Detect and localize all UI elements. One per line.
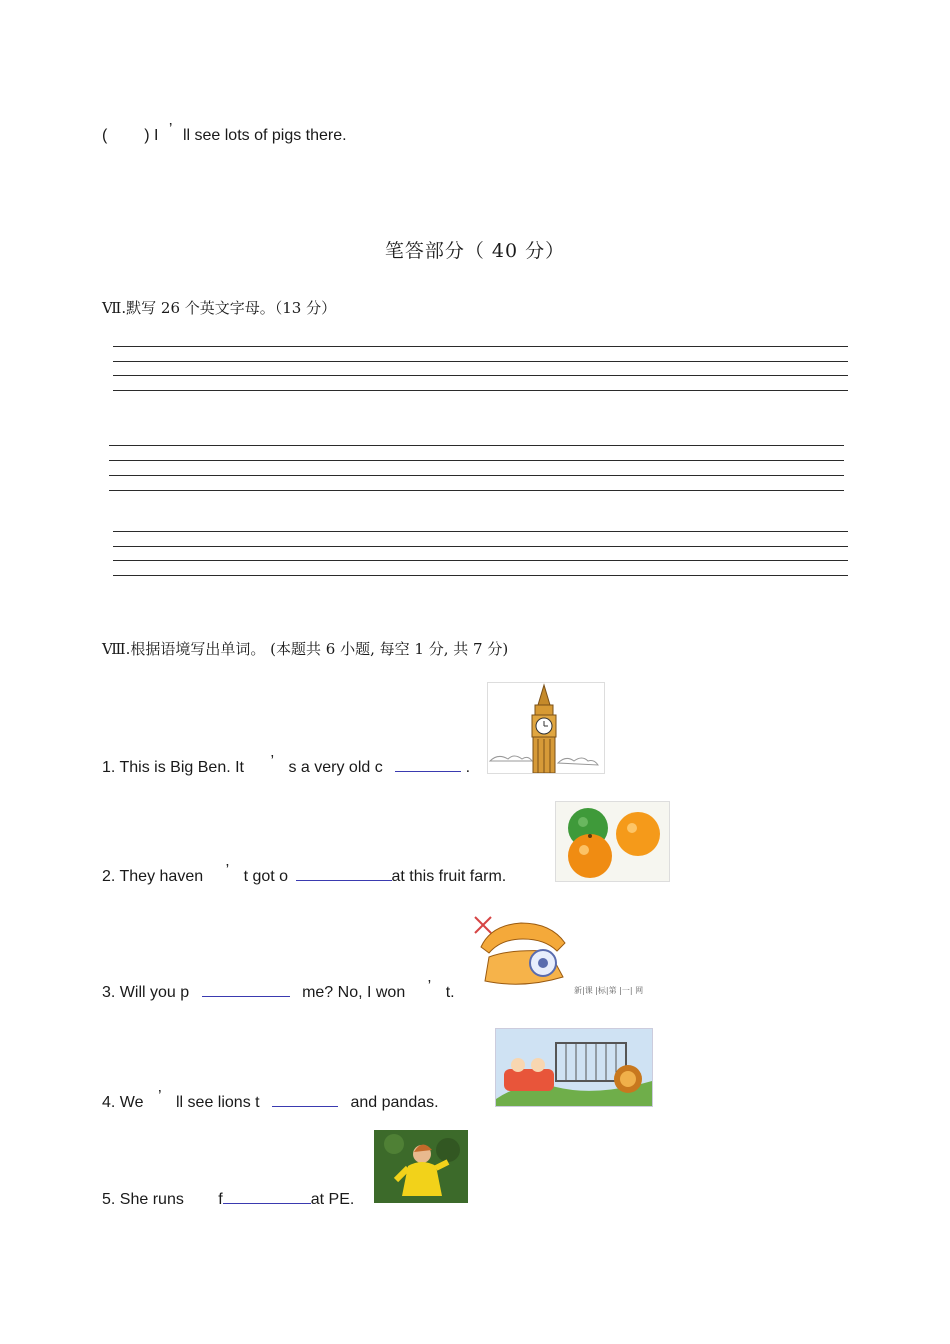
grid-line bbox=[109, 490, 844, 491]
watermark-text: 新|课 |标|第 |一| 网 bbox=[574, 986, 644, 995]
running-girl-image bbox=[374, 1130, 468, 1203]
question-text-b: ll see lots of pigs there. bbox=[182, 127, 347, 144]
grid-line bbox=[109, 445, 844, 446]
question-5 bbox=[102, 1189, 354, 1209]
telephone-image bbox=[473, 913, 574, 993]
grid-line bbox=[113, 546, 848, 547]
big-ben-image bbox=[487, 682, 605, 774]
question-text: This is Big Ben. It bbox=[119, 759, 244, 776]
question-text-a: I bbox=[154, 127, 159, 144]
question-2 bbox=[102, 862, 507, 886]
question-text: They haven bbox=[119, 868, 204, 885]
written-part-title: 笔答部分（ 40 分） bbox=[384, 240, 566, 262]
question-number: 2. bbox=[102, 868, 116, 885]
question-3 bbox=[102, 978, 455, 1002]
question-text: Will you p bbox=[119, 984, 190, 1001]
question-text: at this fruit farm. bbox=[391, 868, 507, 885]
question-text: t. bbox=[445, 984, 455, 1001]
grid-line bbox=[113, 375, 848, 376]
question-text: at PE. bbox=[310, 1191, 355, 1208]
answer-paren-open[interactable]: ( bbox=[102, 127, 108, 144]
answer-blank[interactable] bbox=[296, 866, 392, 881]
grid-line bbox=[113, 346, 848, 347]
answer-blank[interactable] bbox=[223, 1189, 311, 1204]
question-number: 1. bbox=[102, 759, 116, 776]
grid-line bbox=[113, 390, 848, 391]
oranges-image bbox=[555, 801, 670, 882]
answer-paren-close: ) bbox=[144, 127, 150, 144]
answer-blank[interactable] bbox=[272, 1092, 338, 1107]
question-number: 3. bbox=[102, 984, 116, 1001]
zoo-image bbox=[495, 1028, 653, 1107]
grid-line bbox=[113, 575, 848, 576]
section7-heading: Ⅶ.默写 26 个英文字母。（13 分） bbox=[102, 299, 337, 317]
answer-blank[interactable] bbox=[395, 757, 461, 772]
question-text: s a very old c bbox=[288, 759, 383, 776]
answer-blank[interactable] bbox=[202, 982, 290, 997]
question-number: 5. bbox=[102, 1191, 116, 1208]
grid-line bbox=[109, 460, 844, 461]
question-text: me? No, I won bbox=[302, 984, 406, 1001]
question-4 bbox=[102, 1088, 439, 1112]
apostrophe: ’ bbox=[225, 862, 230, 879]
question-number: 4. bbox=[102, 1094, 116, 1111]
apostrophe: ’ bbox=[427, 978, 432, 995]
grid-line bbox=[113, 560, 848, 561]
section8-heading: Ⅷ.根据语境写出单词。 (本题共 6 小题, 每空 1 分, 共 7 分) bbox=[102, 640, 509, 658]
grid-line bbox=[113, 531, 848, 532]
question-pigs-line bbox=[102, 121, 347, 145]
apostrophe: ’ bbox=[157, 1088, 162, 1105]
question-text: . bbox=[465, 759, 471, 776]
apostrophe: ’ bbox=[270, 753, 275, 770]
question-text: f bbox=[218, 1191, 223, 1208]
question-text: She runs bbox=[119, 1191, 184, 1208]
question-text: t got o bbox=[243, 868, 289, 885]
question-text: We bbox=[119, 1094, 144, 1111]
apostrophe: ’ bbox=[168, 121, 173, 138]
question-text: ll see lions t bbox=[175, 1094, 260, 1111]
question-text: and pandas. bbox=[350, 1094, 439, 1111]
grid-line bbox=[113, 361, 848, 362]
question-1 bbox=[102, 753, 471, 777]
grid-line bbox=[109, 475, 844, 476]
